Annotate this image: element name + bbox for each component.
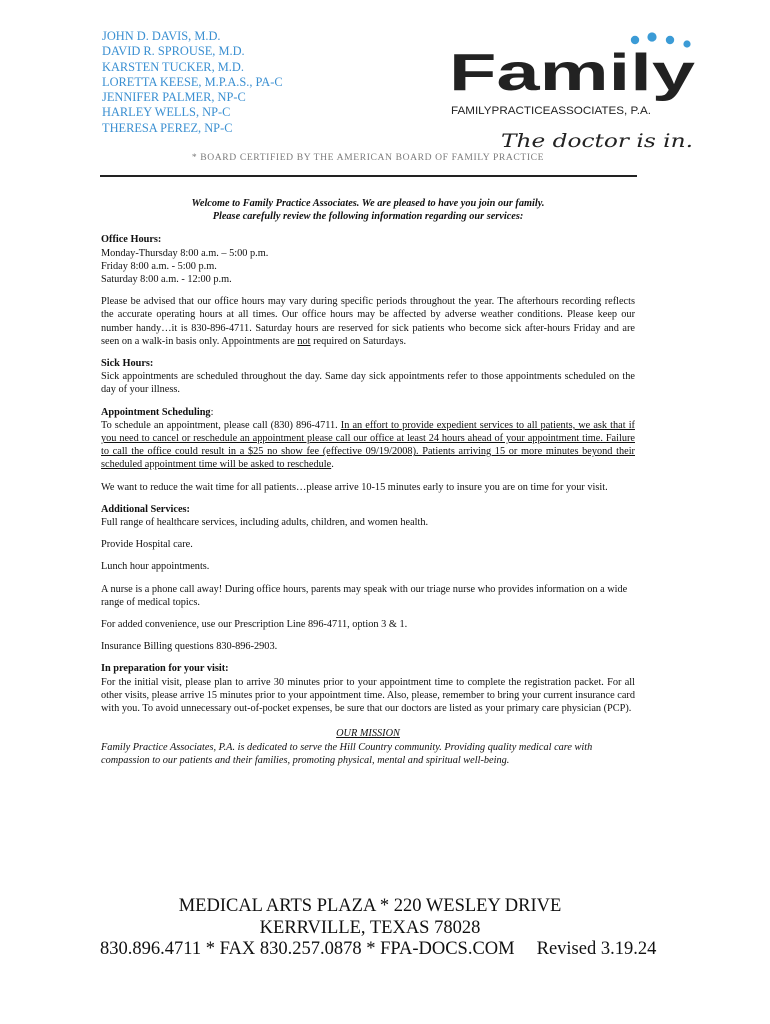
- footer-contact: 830.896.4711 * FAX 830.257.0878 * FPA-DOCS.COM: [100, 939, 515, 959]
- board-certified-note: * BOARD CERTIFIED BY THE AMERICAN BOARD OF FAMILY PRACTICE: [191, 152, 545, 163]
- service-item: Insurance Billing questions 830-896-2903.: [101, 641, 278, 653]
- service-item: Full range of healthcare services, including adults, children, and women health.: [101, 517, 429, 529]
- office-hours-section: [101, 233, 635, 286]
- logo-wordmark: Family: [449, 44, 696, 102]
- family-practice-logo: [449, 32, 699, 158]
- document-body: [101, 197, 635, 767]
- welcome-line: Please carefully review the following information regarding our services:: [212, 211, 524, 223]
- office-hours-line: Saturday 8:00 a.m. - 12:00 p.m.: [101, 274, 232, 286]
- sick-hours-text: Sick appointments are scheduled throughout the day. Same day sick appointments refer to those appointments scheduled on the day of your illness.: [101, 371, 635, 396]
- appointment-scheduling-section: [101, 406, 635, 472]
- scheduling-heading: Appointment Scheduling: [101, 406, 211, 418]
- footer-contact-row: [100, 939, 657, 961]
- service-item: A nurse is a phone call away! During office hours, parents may speak with our triage nurse who provides information on a wide range of medical topics.: [101, 583, 628, 608]
- wait-time-note: We want to reduce the wait time for all patients…please arrive 10-15 minutes early to insure you are on time for your visit.: [101, 481, 608, 493]
- advisory-text-end: required on Saturdays.: [310, 335, 407, 347]
- office-hours-heading: Office Hours:: [101, 234, 162, 246]
- advisory-emphasis: not: [297, 335, 311, 347]
- service-item: Provide Hospital care.: [101, 539, 193, 551]
- additional-services-heading: Additional Services:: [101, 503, 190, 515]
- provider-name: LORETTA KEESE, M.P.A.S., PA-C: [102, 74, 283, 89]
- welcome-message: [101, 197, 635, 223]
- mission-text: Family Practice Associates, P.A. is dedicated to serve the Hill Country community. Providing quality medical care with compassion to our patients and their families, promoting physical, mental and spiritual well-being.: [101, 741, 593, 766]
- provider-name: JOHN D. DAVIS, M.D.: [102, 29, 221, 43]
- visit-preparation-text: For the initial visit, please plan to arrive 30 minutes prior to your appointment time to complete the registration packet. For all other visits, please arrive 15 minutes prior to your appointment time. Also, please, remember to bring your current insurance card with you. To avoid unnecessary out-of-pocket expenses, be sure that our doctors are listed as your primary care physician (PCP).: [101, 676, 635, 715]
- mission-title: OUR MISSION: [336, 728, 400, 740]
- scheduling-text: To schedule an appointment, please call (830) 896-4711.: [101, 419, 341, 431]
- revision-date: Revised 3.19.24: [536, 939, 657, 959]
- provider-name: JENNIFER PALMER, NP-C: [102, 90, 246, 105]
- logo-tagline: The doctor is in.: [501, 130, 693, 152]
- header-divider: [100, 175, 637, 177]
- service-item: For added convenience, use our Prescription Line 896-4711, option 3 & 1.: [101, 619, 408, 631]
- provider-list: [102, 29, 283, 136]
- visit-preparation-heading: In preparation for your visit:: [101, 663, 229, 675]
- provider-name: HARLEY WELLS, NP-C: [102, 105, 231, 120]
- provider-name: KARSTEN TUCKER, M.D.: [102, 59, 244, 74]
- service-item: Lunch hour appointments.: [101, 561, 210, 573]
- advisory-text: Please be advised that our office hours may vary during specific periods throughout the year. The afterhours recording reflects the accurate operating hours at all times. Our office hours may be affected by adverse weather conditions. Please keep our number handy…it is 830-896-4711. Saturday hours are reserved for sick patients who become sick after-hours Friday and are seen on a walk-in basis only. Appointments are: [101, 296, 635, 347]
- additional-services-section: [101, 503, 635, 529]
- logo-subtitle: FAMILYPRACTICEASSOCIATES, P.A.: [451, 105, 651, 117]
- office-hours-advisory: [101, 295, 635, 348]
- sick-hours-heading: Sick Hours:: [101, 358, 154, 370]
- provider-name: THERESA PEREZ, NP-C: [102, 120, 233, 135]
- footer-line: KERRVILLE, TEXAS 78028: [259, 917, 481, 938]
- scheduling-policy: In an effort to provide expedient services to all patients, we ask that if you need to cancel or reschedule an appointment please call our office at least 24 hours ahead of your appointment time. Failure to call the office could result in a $25 no show fee (effective 09/19/2008). Patients arriving 15 or more minutes beyond their scheduled appointment time will be asked to reschedule: [101, 419, 635, 471]
- welcome-line: Welcome to Family Practice Associates. We are pleased to have you join our family.: [191, 198, 545, 209]
- footer-address: [100, 896, 657, 961]
- provider-name: DAVID R. SPROUSE, M.D.: [102, 44, 245, 59]
- scheduling-end: .: [331, 459, 334, 471]
- sick-hours-section: [101, 357, 635, 397]
- footer-line: MEDICAL ARTS PLAZA * 220 WESLEY DRIVE: [178, 896, 562, 916]
- office-hours-line: Monday-Thursday 8:00 a.m. – 5:00 p.m.: [101, 247, 269, 259]
- scheduling-colon: :: [210, 406, 214, 418]
- visit-preparation-section: [101, 662, 635, 715]
- office-hours-line: Friday 8:00 a.m. - 5:00 p.m.: [101, 260, 217, 272]
